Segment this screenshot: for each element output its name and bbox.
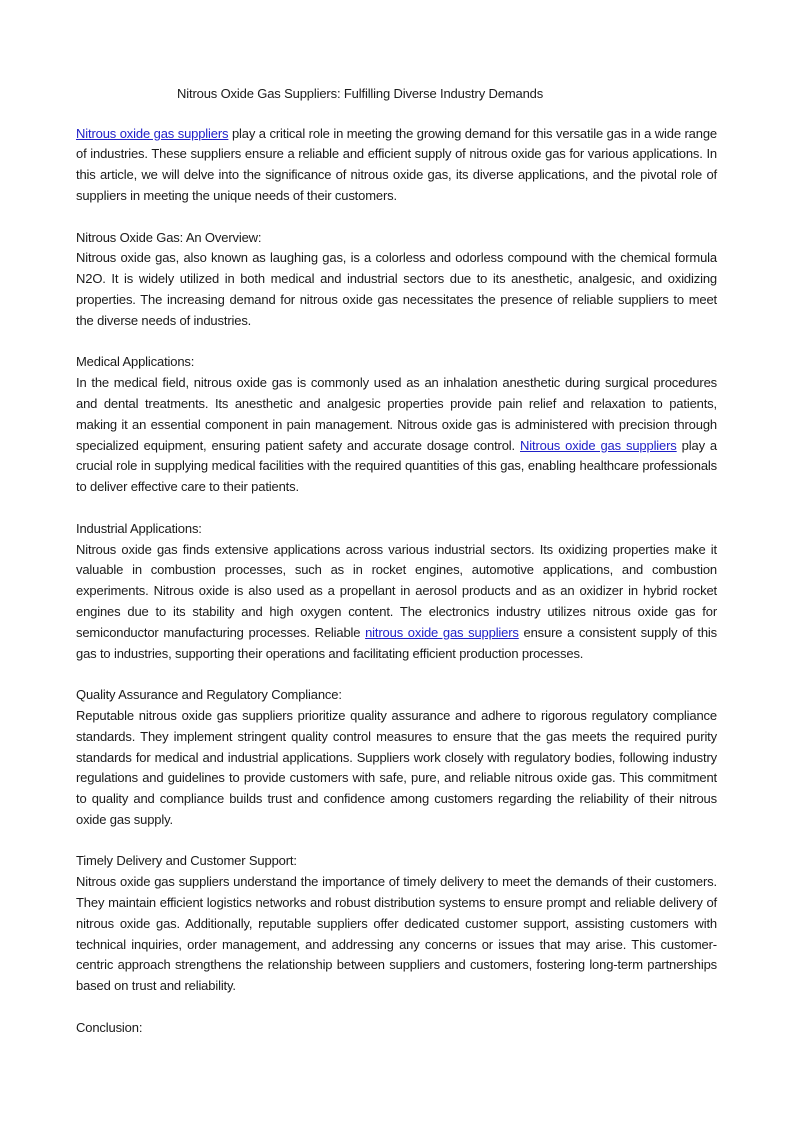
delivery-paragraph: Nitrous oxide gas suppliers understand the importance of timely delivery to meet the demands of their customers. They maintain efficient logistics networks and robust distribution systems to ensure prompt and reliable delivery of nitrous oxide gas. Additionally, reputable suppliers offer dedicated customer support, assisting customers with technical inquiries, order management, and addressing any concerns or issues that may arise. This customer-centric approach strengthens the relationship between suppliers and customers, fostering long-term partnerships based on trust and reliability.	[76, 874, 717, 994]
suppliers-link-industrial[interactable]: nitrous oxide gas suppliers	[365, 624, 519, 640]
suppliers-link-medical[interactable]: Nitrous oxide gas suppliers	[520, 437, 677, 453]
quality-section	[76, 685, 717, 831]
industrial-heading: Industrial Applications:	[76, 520, 202, 536]
delivery-heading: Timely Delivery and Customer Support:	[76, 853, 297, 869]
overview-heading: Nitrous Oxide Gas: An Overview:	[76, 229, 262, 245]
suppliers-link-intro[interactable]: Nitrous oxide gas suppliers	[76, 125, 229, 141]
industrial-text-before: Nitrous oxide gas finds extensive applications across various industrial sectors. Its oxidizing properties make it valuable in combustion processes, such as in rocket engines, automotive applications, and combustion experiments. Nitrous oxide is also used as a propellant in aerosol products and as an oxidizer in hybrid rocket engines due to its stability and high oxygen content. The electronics industry utilizes nitrous oxide gas for semiconductor manufacturing processes. Reliable	[76, 541, 717, 640]
medical-heading: Medical Applications:	[76, 354, 195, 370]
conclusion-heading: Conclusion:	[76, 1019, 143, 1035]
industrial-paragraph	[76, 540, 717, 665]
quality-paragraph: Reputable nitrous oxide gas suppliers prioritize quality assurance and adhere to rigorous regulatory compliance standards. They implement stringent quality control measures to ensure that the gas meets the required purity standards for medical and industrial applications. Suppliers work closely with regulatory bodies, following industry regulations and guidelines to provide customers with safe, pure, and reliable nitrous oxide gas. This commitment to quality and compliance builds trust and confidence among customers regarding the reliability of their nitrous oxide gas supply.	[76, 707, 717, 827]
quality-heading: Quality Assurance and Regulatory Compliance:	[76, 687, 342, 703]
document-page	[76, 84, 717, 1059]
medical-text-after: play a crucial role in supplying medical facilities with the required quantities of this gas, enabling healthcare professionals to deliver effective care to their patients.	[76, 437, 718, 495]
overview-paragraph: Nitrous oxide gas, also known as laughing gas, is a colorless and odorless compound with the chemical formula N2O. It is widely utilized in both medical and industrial sectors due to its anesthetic, analgesic, and oxidizing properties. The increasing demand for nitrous oxide gas necessitates the presence of reliable suppliers to meet the diverse needs of industries.	[76, 250, 717, 328]
medical-text-before: In the medical field, nitrous oxide gas is commonly used as an inhalation anesthetic during surgical procedures and dental treatments. Its anesthetic and analgesic properties provide pain relief and relaxation to patients, making it an essential component in pain management. Nitrous oxide gas is administered with precision through specialized equipment, ensuring patient safety and accurate dosage control.	[76, 375, 717, 453]
delivery-section	[76, 851, 717, 997]
intro-section	[76, 124, 717, 207]
overview-section	[76, 228, 717, 332]
conclusion-section	[76, 1018, 717, 1039]
intro-text: play a critical role in meeting the growing demand for this versatile gas in a wide range of industries. These suppliers ensure a reliable and efficient supply of nitrous oxide gas for various applications. In this article, we will delve into the significance of nitrous oxide gas, its diverse applications, and the pivotal role of suppliers in meeting the unique needs of their customers.	[76, 125, 717, 203]
intro-paragraph	[76, 124, 717, 207]
industrial-text-after: ensure a consistent supply of this gas to industries, supporting their operations and facilitating efficient production processes.	[76, 624, 717, 661]
document-title: Nitrous Oxide Gas Suppliers: Fulfilling Diverse Industry Demands	[177, 86, 544, 101]
medical-paragraph	[76, 373, 717, 498]
medical-section	[76, 352, 717, 498]
industrial-section	[76, 519, 717, 665]
